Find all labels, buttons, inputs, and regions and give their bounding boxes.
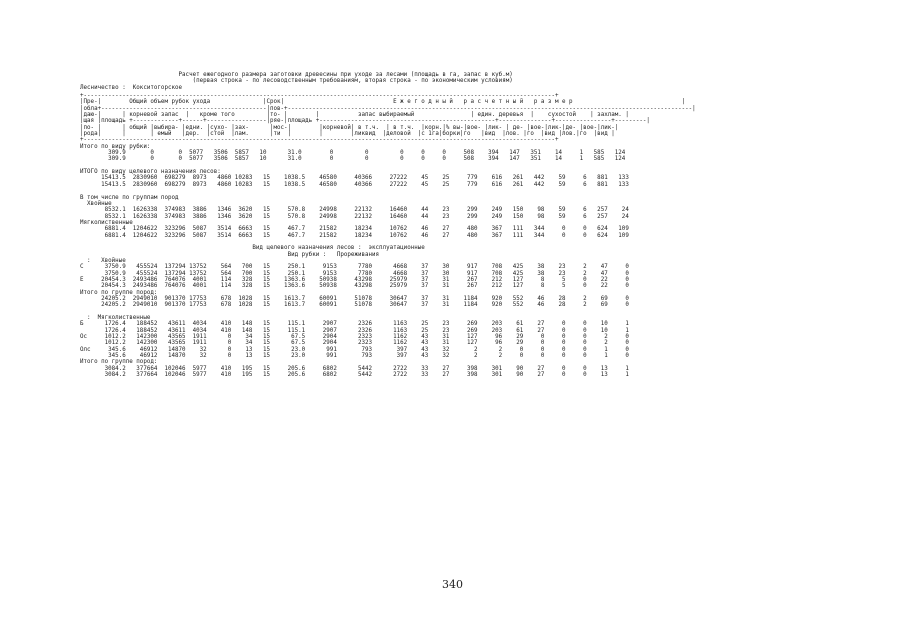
- table-line: +--------------------------------------------------------------------------------------------------------------------------------------+: [80, 93, 559, 99]
- table-line: 24205.2 2949010 901370 17753 678 1028 15 1613.7 60091 51078 30647 37 31 1184 920 552 46 28 2 69 0: [80, 296, 629, 302]
- table-line: Е 20454.3 2493486 764076 4001 114 328 15 1363.6 50938 43298 25979 37 31 267 212 127 8 5 0 22 0: [80, 276, 629, 283]
- table-line: Хвойные: [80, 200, 112, 207]
- document-title-block: [80, 72, 513, 91]
- table-line: |даю-| | корневой запас | кроме того |то- | | запас выбираемый | един. деревья | сухостой | захлам. |: [80, 112, 629, 119]
- table-line: 6881.4 1204622 323296 5087 3514 6663 15 467.7 21582 18234 10762 46 27 480 367 111 344 0 0 624 109: [80, 232, 629, 239]
- table-line: 309.9 0 0 5077 3506 5857 10 31.0 0 0 0 0 0 508 394 147 351 14 1 585 124: [80, 150, 626, 157]
- table-line: Б 1726.4 188452 43611 4034 410 148 15 115.1 2907 2326 1163 25 23 269 203 61 27 0 0 10 1: [80, 321, 629, 328]
- table-line: +--------------------------------------------------------------------------------------------------------------------------------------+: [80, 137, 559, 144]
- page-number: 340: [442, 578, 463, 591]
- table-line: 1726.4 188452 43611 4034 410 148 15 115.1 2907 2326 1163 25 23 269 203 61 27 0 0 10 1: [80, 327, 629, 334]
- table-line: : Мягколиственные: [80, 315, 151, 322]
- forestry-label: Лесничество : Кокситогорское: [80, 84, 183, 91]
- table-line: 6881.4 1204622 323296 5087 3514 6663 15 467.7 21582 18234 10762 46 27 480 367 111 344 0 0 624 109: [80, 226, 629, 233]
- table-line: 8532.1 1626338 374983 3886 1346 3620 15 570.8 24998 22132 16460 44 23 299 249 150 98 59 6 257 24: [80, 207, 629, 214]
- table-line: |рода| | | емый |дер. |стой |лам. |ти | | |ликвид |деловой |с 1га|борки|го |вид |лов. |го |вид |лов.|го |вид |: [80, 131, 615, 138]
- table-line: Олс 345.6 46912 14870 32 0 13 15 23.0 991 793 397 43 32 2 2 0 0 0 0 1 0: [80, 346, 629, 353]
- table-line: : Хвойные: [80, 257, 126, 264]
- table-line: В том числе по группам пород: [80, 194, 179, 201]
- table-line: 3750.9 455524 137294 13752 564 700 15 250.1 9153 7780 4668 37 30 917 708 425 38 23 2 47 0: [80, 270, 629, 277]
- table-line: Вид рубки : Прореживания: [80, 251, 380, 258]
- table-line: |по- | | общий |выбира- |едни. |сухо- |зах- |мос-| |корневой| в т.ч. | в т.ч. |корн.|% вы-|вое- |лик- | де- |вое-|лик-|де- |вое-|лик-|: [80, 124, 619, 131]
- table-line: 15413.5 2830960 698279 8973 4860 10283 15 1038.5 46580 40366 27222 45 25 779 616 261 442 59 6 881 133: [80, 175, 629, 182]
- table-line: 1012.2 142300 43565 1911 0 34 15 67.5 2904 2323 1162 43 31 127 96 29 0 0 0 2 0: [80, 340, 629, 347]
- table-line: 8532.1 1626338 374983 3886 1346 3620 15 570.8 24998 22132 16460 44 23 299 249 150 98 59 6 257 24: [80, 213, 629, 220]
- table-line: 20454.3 2493486 764076 4001 114 328 15 1363.6 50938 43298 25979 37 31 267 212 127 8 5 0 22 0: [80, 283, 629, 290]
- table-line: Итого по группе пород:: [80, 359, 158, 366]
- table-line: |Пре-| Общий объем рубок ухода |Срок| Е ж е г о д н ы й р а с ч е т н ы й р а з м е р |: [80, 99, 686, 106]
- table-line: Мягколиственные: [80, 219, 133, 226]
- table-line: ИТОГО по виду целевого назначения лесов:: [80, 169, 221, 176]
- table-line: 3084.2 377664 102046 5977 410 195 15 205.6 6802 5442 2722 33 27 398 301 90 27 0 0 13 1: [80, 372, 629, 379]
- table-line: 3084.2 377664 102046 5977 410 195 15 205.6 6802 5442 2722 33 27 398 301 90 27 0 0 13 1: [80, 365, 629, 372]
- table-line: Вид целевого назначения лесов : эксплуатационные: [80, 245, 425, 252]
- title-line: (первая строка - по лесоводственным требованиям, вторая строка - по экономическим условиям): [80, 78, 513, 85]
- report-table: [80, 93, 696, 378]
- table-line: С 3750.9 455524 137294 13752 564 700 15 250.1 9153 7780 4668 37 30 917 708 425 38 23 2 47 0: [80, 264, 629, 271]
- table-line: 345.6 46912 14870 32 0 13 15 23.0 991 793 397 43 32 2 2 0 0 0 0 1 0: [80, 353, 629, 360]
- table-line: 15413.5 2830960 698279 8973 4860 10283 15 1038.5 46580 40366 27222 45 25 779 616 261 442 59 6 881 133: [80, 181, 629, 188]
- title-line: Расчет ежегодного размера заготовки древесины при уходе за лесами (площадь в га, запас в куб.м): [80, 72, 513, 78]
- table-line: Итого по группе пород:: [80, 289, 158, 296]
- table-line: |щая |площадь +-------------+------+-----------------|ряе-|площадь +--------------------------------------------------+---------------+----------------+---------|: [80, 118, 650, 125]
- table-line: Ос 1012.2 142300 43565 1911 0 34 15 67.5 2904 2323 1162 43 31 127 96 29 0 0 0 2 0: [80, 334, 629, 341]
- table-line: 309.9 0 0 5077 3506 5857 10 31.0 0 0 0 0 0 508 394 147 351 14 1 585 124: [80, 156, 626, 163]
- table-line: |обла+-----------------------------------------------|пов-+-------------------------------------------------------------------------------------------------------------------|: [80, 105, 696, 112]
- table-line: 24205.2 2949010 901370 17753 678 1028 15 1613.7 60091 51078 30647 37 31 1184 920 552 46 28 2 69 0: [80, 302, 629, 309]
- table-line: Итого по виду рубки:: [80, 143, 151, 150]
